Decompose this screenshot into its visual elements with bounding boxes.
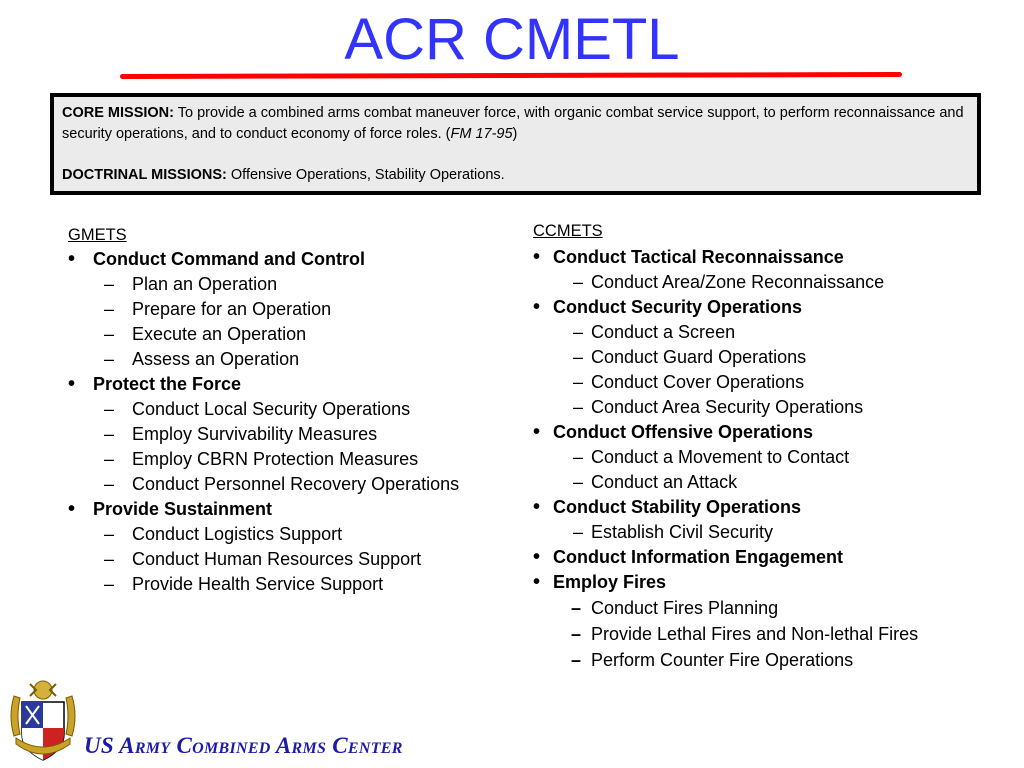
dash-icon: – [104,399,115,419]
ccmets-task-label: Employ Fires [553,572,667,592]
ccmets-task [533,295,1013,320]
dash-icon: – [573,472,584,492]
dash-icon: – [104,349,115,369]
gmets-subtask-label: Execute an Operation [132,324,307,344]
bullet-icon: • [68,498,76,520]
ccmets-task-label: Conduct Security Operations [553,297,803,317]
gmets-task-label: Conduct Command and Control [93,249,365,269]
ccmets-subtask-label: Conduct an Attack [591,472,738,492]
bullet-icon: • [68,248,76,270]
gmets-subtask-label: Conduct Local Security Operations [132,399,411,419]
ccmets-subtask [533,320,1013,345]
ccmets-column [533,222,1013,673]
bullet-icon: • [533,496,541,518]
bullet-icon: • [533,296,541,318]
ccmets-subtask-label: Conduct Fires Planning [591,598,779,618]
ccmets-task [533,495,1013,520]
ccmets-task [533,420,1013,445]
dash-icon: – [573,522,584,542]
gmets-subtask [68,322,508,347]
ccmets-subtask [533,370,1013,395]
gmets-subtask [68,522,508,547]
ccmets-subtask [533,470,1013,495]
ccmets-subtask [533,270,1013,295]
gmets-task [68,497,508,522]
gmets-task-label: Provide Sustainment [93,499,273,519]
dash-icon: – [573,372,584,392]
gmets-subtask-label: Conduct Human Resources Support [132,549,422,569]
gmets-task-label: Protect the Force [93,374,242,394]
gmets-subtask [68,572,508,597]
gmets-subtask-label: Plan an Operation [132,274,278,294]
ccmets-subtask-label: Conduct Guard Operations [591,347,807,367]
core-mission [62,103,969,145]
bullet-icon: • [533,571,541,593]
gmets-subtask-label: Assess an Operation [132,349,300,369]
gmets-subtask-label: Employ Survivability Measures [132,424,378,444]
dash-icon: – [104,524,115,544]
gmets-column [68,226,508,597]
dash-icon: – [104,274,115,294]
ccmets-task-label: Conduct Offensive Operations [553,422,814,442]
core-mission-close: ) [512,126,518,142]
gmets-subtask [68,447,508,472]
ccmets-subtask [533,445,1013,470]
dash-icon: – [104,549,115,569]
gmets-subtask-label: Conduct Personnel Recovery Operations [132,474,460,494]
slide-title: ACR CMETL [344,7,680,72]
ccmets-task [533,245,1013,270]
ccmets-subtask-label: Conduct a Movement to Contact [591,447,850,467]
gmets-subtask [68,547,508,572]
ccmets-subtask-label: Conduct Area Security Operations [591,397,864,417]
bullet-icon: • [533,546,541,568]
doctrinal-missions-label: DOCTRINAL MISSIONS: [62,167,227,183]
ccmets-task [533,545,1013,570]
ccmets-task-label: Conduct Stability Operations [553,497,802,517]
gmets-list [68,247,508,597]
title-underline [120,72,902,79]
doctrinal-missions-text: Offensive Operations, Stability Operations. [226,167,505,183]
dash-icon: – [104,449,115,469]
footer-org-name: US Army Combined Arms Center [84,733,403,758]
ccmets-subtask-label: Establish Civil Security [591,522,774,542]
gmets-subtask [68,397,508,422]
ccmets-subtask-label: Perform Counter Fire Operations [591,650,854,670]
ccmets-subtask-label: Provide Lethal Fires and Non-lethal Fires [591,624,919,644]
ccmets-subtask [533,621,1013,647]
gmets-subtask [68,422,508,447]
bullet-icon: • [68,373,76,395]
ccmets-heading: CCMETS [533,222,603,240]
dash-icon: – [573,322,584,342]
dash-icon: – [104,574,115,594]
dash-icon: – [573,347,584,367]
ccmets-subtask [533,647,1013,673]
gmets-subtask-label: Conduct Logistics Support [132,524,343,544]
gmets-task [68,247,508,272]
bullet-icon: • [533,421,541,443]
gmets-subtask [68,297,508,322]
core-mission-text: To provide a combined arms combat maneuver force, with organic combat service support, to perform reconnaissance and security operations, and to conduct economy of force roles. ( [62,105,964,142]
gmets-subtask-label: Employ CBRN Protection Measures [132,449,419,469]
doctrinal-missions [62,165,969,186]
ccmets-subtask [533,345,1013,370]
ccmets-task-label: Conduct Tactical Reconnaissance [553,247,844,267]
gmets-heading: GMETS [68,226,127,244]
gmets-subtask [68,272,508,297]
ccmets-task-label: Conduct Information Engagement [553,547,843,567]
ccmets-subtask-label: Conduct a Screen [591,322,736,342]
dash-icon: – [104,299,115,319]
core-mission-ref: FM 17-95 [450,126,513,142]
dash-icon: – [573,447,584,467]
ccmets-subtask-label: Conduct Cover Operations [591,372,805,392]
gmets-task [68,372,508,397]
gmets-subtask [68,472,508,497]
dash-icon: – [571,624,582,644]
mission-box [50,93,981,195]
ccmets-subtask [533,520,1013,545]
dash-icon: – [571,650,582,670]
ccmets-task [533,570,1013,595]
dash-icon: – [104,474,115,494]
ccmets-subtask [533,595,1013,621]
dash-icon: – [571,598,582,618]
army-cac-seal-icon [6,676,80,764]
dash-icon: – [573,272,584,292]
core-mission-label: CORE MISSION: [62,105,174,121]
dash-icon: – [573,397,584,417]
bullet-icon: • [533,246,541,268]
dash-icon: – [104,324,115,344]
gmets-subtask-label: Provide Health Service Support [132,574,384,594]
ccmets-list [533,245,1013,673]
ccmets-subtask-label: Conduct Area/Zone Reconnaissance [591,272,885,292]
gmets-subtask [68,347,508,372]
ccmets-subtask [533,395,1013,420]
gmets-subtask-label: Prepare for an Operation [132,299,332,319]
dash-icon: – [104,424,115,444]
